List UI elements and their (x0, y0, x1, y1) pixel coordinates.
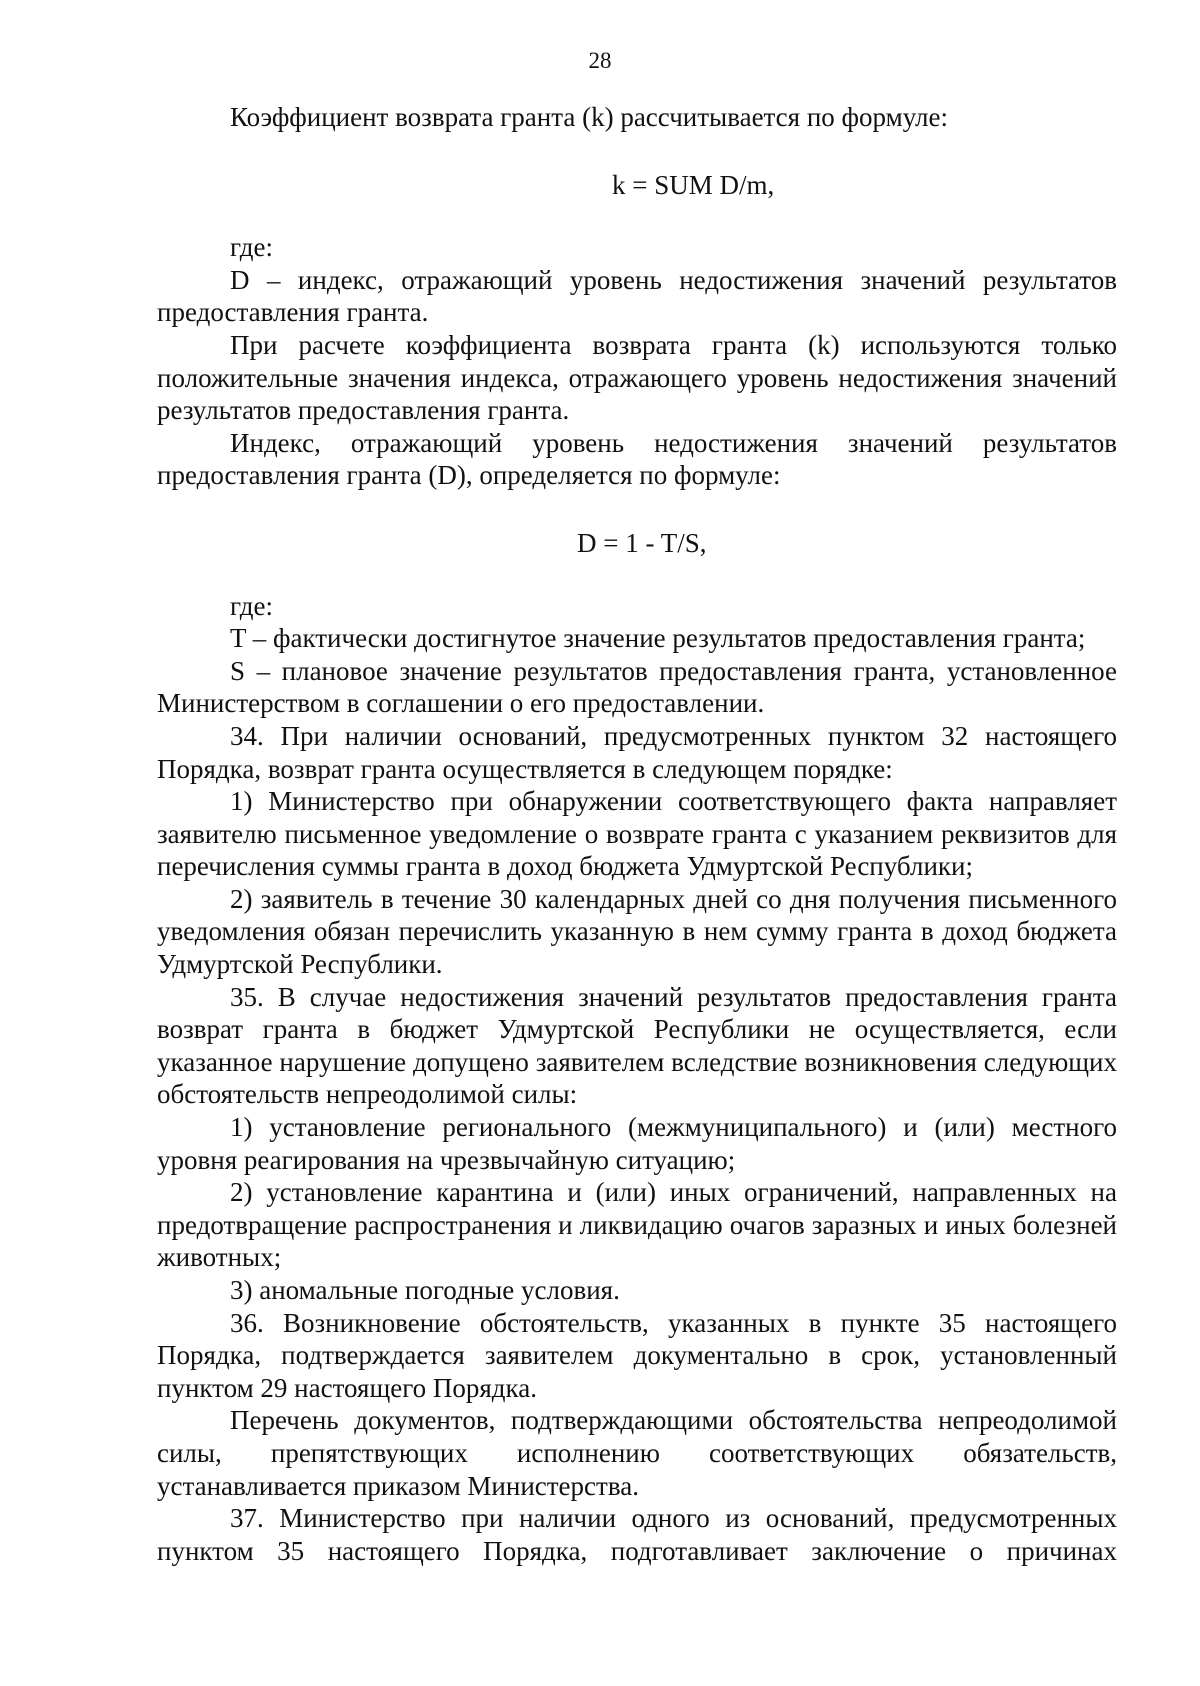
formula-k: k = SUM D/m, (612, 169, 775, 200)
clause-35-item-3: 3) аномальные погодные условия. (230, 1275, 620, 1305)
document-body (157, 101, 1117, 1567)
paragraph-s-definition: S – плановое значение результатов предоставления гранта, установленное Министерством в соглашении о его предоставлении. (157, 655, 1117, 719)
clause-34-item-1: 1) Министерство при обнаружении соответствующего факта направляет заявителю письменное уведомление о возврате гранта с указанием реквизитов для перечисления суммы гранта в доход бюджета Удмуртской Республики; (157, 786, 1117, 882)
clause-35-item-2: 2) установление карантина и (или) иных ограничений, направленных на предотвращение распространения и ликвидацию очагов заразных и иных болезней животных; (157, 1177, 1117, 1273)
paragraph-t-definition: T – фактически достигнутое значение результатов предоставления гранта; (230, 623, 1086, 654)
clause-34-item-2: 2) заявитель в течение 30 календарных дней со дня получения письменного уведомления обязан перечислить указанную в нем сумму гранта в доход бюджета Удмуртской Республики. (157, 883, 1117, 980)
where-label-2: где: (230, 590, 273, 621)
paragraph-force-majeure-documents: Перечень документов, подтверждающими обстоятельства непреодолимой силы, препятствующих исполнению соответствующих обязательств, устанавливается приказом Министерства. (157, 1405, 1117, 1501)
clause-35-item-1: 1) установление регионального (межмуниципального) и (или) местного уровня реагирования на чрезвычайную ситуацию; (157, 1112, 1117, 1175)
paragraph-index-d-definition: D – индекс, отражающий уровень недостижения значений результатов предоставления гранта. (157, 264, 1117, 328)
page-number: 28 (588, 48, 612, 73)
paragraph-grant-return-coefficient-intro: Коэффициент возврата гранта (k) рассчитывается по формуле: (230, 102, 948, 132)
clause-36: 36. Возникновение обстоятельств, указанных в пункте 35 настоящего Порядка, подтверждается заявителем документально в срок, установленный пунктом 29 настоящего Порядка. (157, 1307, 1117, 1403)
where-label-1: где: (230, 232, 273, 263)
clause-35: 35. В случае недостижения значений результатов предоставления гранта возврат гранта в бюджет Удмуртской Республики не осуществляется, если указанное нарушение допущено заявителем вследствие возникновения следующих обстоятельств непреодолимой силы: (157, 981, 1117, 1110)
clause-34: 34. При наличии оснований, предусмотренных пунктом 32 настоящего Порядка, возврат гранта осуществляется в следующем порядке: (157, 720, 1117, 784)
paragraph-index-d-formula-intro: Индекс, отражающий уровень недостижения значений результатов предоставления гранта (D), определяется по формуле: (157, 427, 1117, 491)
paragraph-positive-values: При расчете коэффициента возврата гранта (k) используются только положительные значения индекса, отражающего уровень недостижения значений результатов предоставления гранта. (157, 329, 1117, 426)
formula-d: D = 1 - T/S, (577, 527, 707, 558)
clause-37: 37. Министерство при наличии одного из оснований, предусмотренных пунктом 35 настоящего Порядка, подготавливает заключение о причинах (157, 1503, 1117, 1566)
